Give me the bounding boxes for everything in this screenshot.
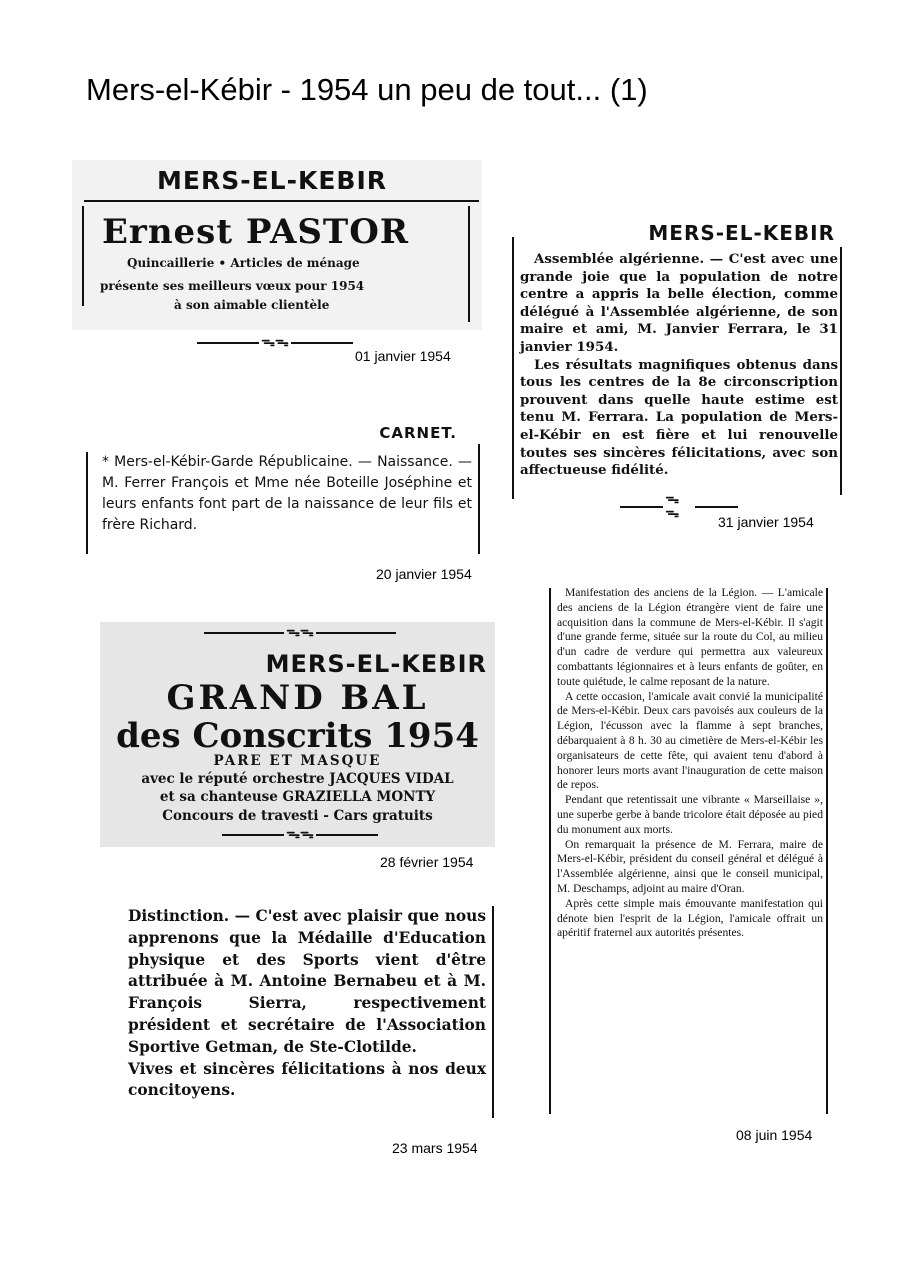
carnet-right-border	[478, 444, 480, 554]
bal-line-4: avec le réputé orchestre JACQUES VIDAL	[141, 771, 454, 787]
pastor-date: 01 janvier 1954	[355, 348, 451, 364]
pastor-ornament: ᯓᯓ	[197, 336, 353, 350]
bal-top-ornament: ᯓᯓ	[200, 626, 400, 640]
distinction-paragraph-2: Vives et sincères félicitations à nos deux concitoyens.	[128, 1059, 486, 1100]
assemblee-paragraph-2: Les résultats magnifiques obtenus dans tous les centres de la 8e circonscription prouvent dans quelle haute estime est tenu M. Ferrara. La population de Mers-el-Kébir en est fière et lui renouvelle toutes ses sincères félicitations, avec son affectueuse fidélité.	[520, 356, 838, 479]
bal-bottom-ornament: ᯓᯓ	[220, 828, 380, 842]
assemblee-heading: MERS-EL-KEBIR	[648, 221, 835, 245]
pastor-heading: MERS-EL-KEBIR	[156, 166, 388, 195]
bal-line-6: Concours de travesti - Cars gratuits	[162, 808, 433, 824]
bal-heading: MERS-EL-KEBIR	[265, 650, 487, 678]
bal-date: 28 février 1954	[380, 854, 474, 870]
carnet-heading: CARNET.	[379, 424, 457, 442]
pastor-name: Ernest PASTOR	[102, 212, 410, 252]
distinction-date: 23 mars 1954	[392, 1140, 478, 1156]
legion-article	[548, 586, 830, 1116]
bal-subtitle: des Conscrits 1954	[116, 716, 479, 756]
pastor-line-2: présente ses meilleurs vœux pour 1954	[100, 279, 365, 293]
legion-paragraph-2: A cette occasion, l'amicale avait convié la municipalité de Mers-el-Kébir. Deux cars pavoisés aux couleurs de la Légion, l'écusson avec la flamme à sept branches, débarquaient à 8 h. 30 au cimetière de Mers-el-Kébir les organisateurs de cette fête, qui avaient tenu d'abord à honorer leurs morts avant l'inauguration de cette maison de repos.	[557, 689, 823, 792]
assemblee-left-border	[512, 237, 514, 499]
page-title: Mers-el-Kébir - 1954 un peu de tout... (1)	[86, 72, 648, 107]
legion-left-border	[549, 588, 551, 1114]
assemblee-ornament: ᯓᯓ	[620, 500, 738, 514]
grand-bal-advertisement	[100, 622, 495, 847]
assemblee-text	[520, 251, 838, 480]
distinction-text	[128, 906, 486, 1102]
assemblee-paragraph-1: Assemblée algérienne. — C'est avec une grande joie que la population de notre centre a appris la belle élection, comme délégué à l'Assemblée algérienne, de son maire et ami, M. Janvier Ferrara, le 31 janvier 1954.	[520, 251, 838, 355]
assemblee-date: 31 janvier 1954	[718, 514, 814, 530]
assemblee-right-border	[840, 247, 842, 495]
bal-line-3: PARE ET MASQUE	[213, 753, 382, 769]
distinction-right-border	[492, 906, 494, 1118]
pastor-right-border	[468, 206, 470, 322]
legion-right-border	[826, 588, 828, 1114]
pastor-line-1: Quincaillerie • Articles de ménage	[127, 256, 360, 270]
carnet-left-border	[86, 452, 88, 554]
assemblee-article	[510, 215, 845, 505]
pastor-advertisement	[72, 160, 482, 330]
distinction-article	[112, 898, 502, 1120]
pastor-line-3: à son aimable clientèle	[174, 298, 330, 312]
pastor-rule	[84, 200, 479, 202]
legion-paragraph-5: Après cette simple mais émouvante manifestation qui dénote bien l'esprit de la Légion, l'amicale offrait un apéritif fraternel aux autorités présentes.	[557, 896, 823, 940]
pastor-left-border	[82, 206, 84, 306]
bal-title: GRAND BAL	[166, 678, 429, 718]
legion-paragraph-1: Manifestation des anciens de la Légion. — L'amicale des anciens de la Légion étrangère vient de faire une acquisition dans la commune de Mers-el-Kébir. Il s'agit d'une grande ferme, située sur la route du Col, au milieu d'un cadre de verdure qui permettra aux valeureux combattants légionnaires et à leurs enfants de goûter, en toute quiétude, le calme reposant de la nature.	[557, 586, 823, 688]
legion-paragraph-4: On remarquait la présence de M. Ferrara, maire de Mers-el-Kébir, président du conseil général et délégué à l'Assemblée algérienne, ainsi que le conseil municipal, M. Deschamps, adjoint au maire d'Oran.	[557, 837, 823, 895]
distinction-paragraph-1: Distinction. — C'est avec plaisir que nous apprenons que la Médaille d'Education physique et des Sports vient d'être attribuée à M. Antoine Bernabeu et à M. François Sierra, respectivement président et secrétaire de l'Association Sportive Getman, de Ste-Clotilde.	[128, 907, 486, 1056]
legion-paragraph-3: Pendant que retentissait une vibrante « Marseillaise », une superbe gerbe à bande tricolore était déposée au pied du monument aux morts.	[557, 793, 823, 836]
bal-line-5: et sa chanteuse GRAZIELLA MONTY	[159, 789, 436, 805]
carnet-text: * Mers-el-Kébir-Garde Républicaine. — Naissance. — M. Ferrer François et Mme née Boteille Joséphine et leurs enfants font part de la naissance de leur fils et frère Richard.	[102, 454, 472, 533]
carnet-notice	[80, 420, 485, 560]
carnet-date: 20 janvier 1954	[376, 566, 472, 582]
legion-date: 08 juin 1954	[736, 1127, 813, 1143]
legion-text	[557, 586, 823, 941]
